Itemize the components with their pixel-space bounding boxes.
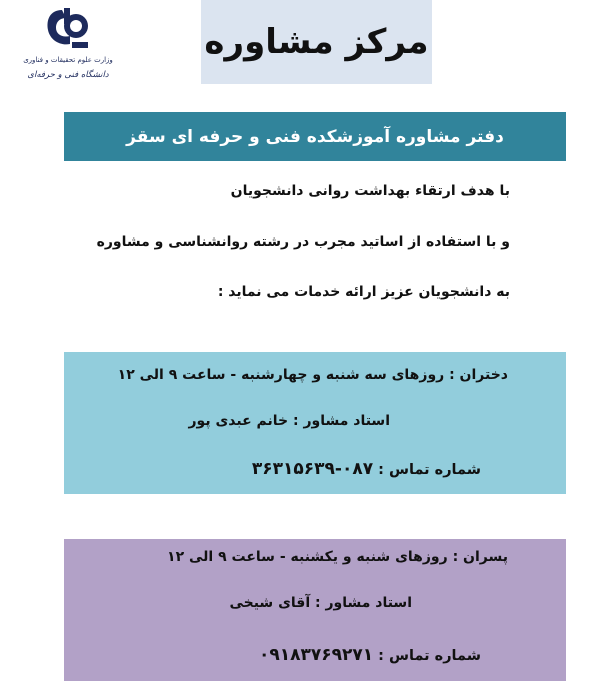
girls-counselor: استاد مشاور : خانم عبدی پور xyxy=(188,413,390,429)
girls-phone-number: ۰۸۷-۳۶۳۱۵۶۳۹ xyxy=(251,459,374,479)
university-logo xyxy=(22,6,114,90)
intro-line-3: به دانشجویان عزیز ارائه خدمات می نماید : xyxy=(217,284,510,300)
logo-emblem-icon xyxy=(42,6,96,54)
girls-schedule: دختران : روزهای سه شنبه و چهارشنبه - ساعت ۹ الی ۱۲ xyxy=(117,367,508,383)
header-banner: دفتر مشاوره آموزشکده فنی و حرفه ای سقز xyxy=(64,112,566,161)
intro-line-2: و با استفاده از اساتید مجرب در رشته روانشناسی و مشاوره xyxy=(96,234,510,250)
boys-phone-number: ۰۹۱۸۳۷۶۹۲۷۱ xyxy=(258,645,374,665)
boys-schedule: پسران : روزهای شنبه و یکشنبه - ساعت ۹ الی ۱۲ xyxy=(167,549,508,565)
intro-line-1: با هدف ارتقاء بهداشت روانی دانشجویان xyxy=(230,183,510,199)
boys-phone-label: شماره تماس : xyxy=(378,648,481,664)
logo-ministry-text: وزارت علوم تحقیقات و فناوری xyxy=(23,56,113,64)
boys-panel xyxy=(64,539,566,681)
page-title: مرکز مشاوره xyxy=(201,0,432,84)
girls-panel xyxy=(64,352,566,494)
boys-counselor: استاد مشاور : آقای شیخی xyxy=(229,595,412,611)
logo-university-text: دانشگاه فنی و حرفه‌ای xyxy=(27,70,109,80)
girls-phone-label: شماره تماس : xyxy=(378,462,481,478)
boys-contact xyxy=(259,645,481,665)
girls-contact xyxy=(252,459,481,479)
